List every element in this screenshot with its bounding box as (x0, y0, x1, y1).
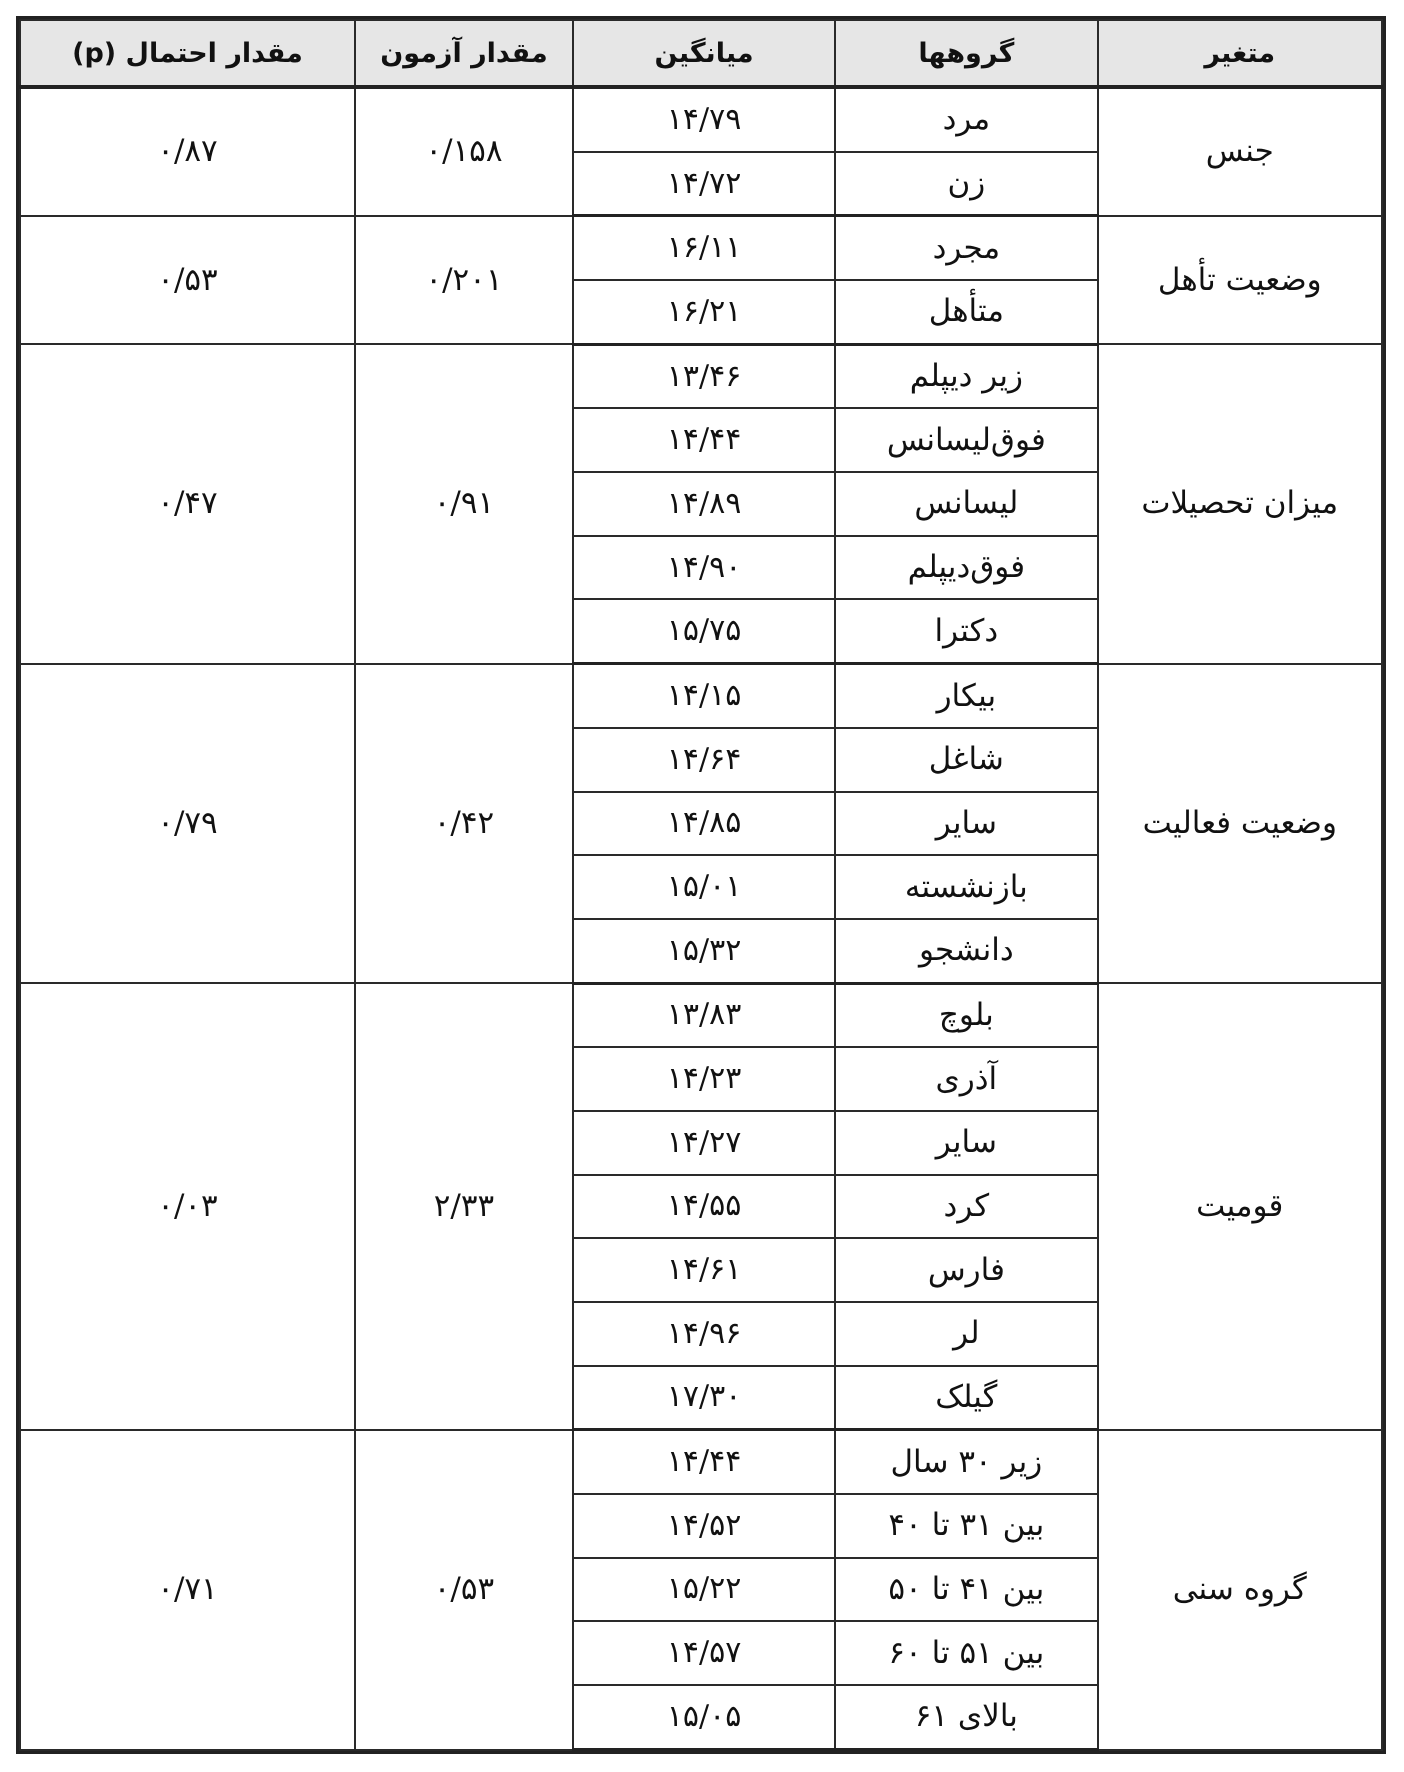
p-value-cell: ۰/۸۷ (20, 87, 355, 216)
test-value-cell: ۲/۳۳ (355, 983, 573, 1430)
mean-cell: ۱۴/۴۴ (573, 408, 835, 472)
p-value-cell: ۰/۵۳ (20, 216, 355, 344)
variable-cell: وضعیت فعالیت (1098, 664, 1383, 983)
p-value-cell: ۰/۰۳ (20, 983, 355, 1430)
group-cell: گیلک (835, 1366, 1097, 1430)
group-cell: دانشجو (835, 919, 1097, 983)
group-cell: فوق‌لیسانس (835, 408, 1097, 472)
mean-cell: ۱۴/۱۵ (573, 664, 835, 728)
header-test-value: مقدار آزمون (355, 20, 573, 87)
group-cell: لیسانس (835, 472, 1097, 536)
mean-cell: ۱۴/۹۰ (573, 536, 835, 600)
group-cell: بین ۵۱ تا ۶۰ (835, 1621, 1097, 1685)
group-cell: بین ۳۱ تا ۴۰ (835, 1494, 1097, 1558)
mean-cell: ۱۴/۲۷ (573, 1111, 835, 1175)
group-cell: دکترا (835, 599, 1097, 663)
mean-cell: ۱۴/۲۳ (573, 1047, 835, 1111)
mean-cell: ۱۴/۵۵ (573, 1175, 835, 1239)
mean-cell: ۱۴/۵۲ (573, 1494, 835, 1558)
mean-cell: ۱۳/۴۶ (573, 344, 835, 408)
mean-cell: ۱۴/۹۶ (573, 1302, 835, 1366)
variable-cell: میزان تحصیلات (1098, 344, 1383, 663)
header-mean: میانگین (573, 20, 835, 87)
mean-cell: ۱۵/۰۱ (573, 855, 835, 919)
group-cell: بازنشسته (835, 855, 1097, 919)
group-cell: مرد (835, 87, 1097, 152)
mean-cell: ۱۵/۳۲ (573, 919, 835, 983)
mean-cell: ۱۴/۵۷ (573, 1621, 835, 1685)
test-value-cell: ۰/۹۱ (355, 344, 573, 663)
mean-cell: ۱۵/۰۵ (573, 1685, 835, 1750)
group-cell: بالای ۶۱ (835, 1685, 1097, 1750)
mean-cell: ۱۵/۲۲ (573, 1558, 835, 1622)
mean-cell: ۱۶/۱۱ (573, 216, 835, 280)
p-value-cell: ۰/۷۱ (20, 1430, 355, 1750)
group-cell: بین ۴۱ تا ۵۰ (835, 1558, 1097, 1622)
mean-cell: ۱۴/۸۵ (573, 792, 835, 856)
header-variable: متغیر (1098, 20, 1383, 87)
test-value-cell: ۰/۱۵۸ (355, 87, 573, 216)
variable-cell: قومیت (1098, 983, 1383, 1430)
mean-cell: ۱۴/۷۲ (573, 152, 835, 216)
group-cell: شاغل (835, 728, 1097, 792)
table-row (20, 87, 1382, 152)
group-cell: متأهل (835, 280, 1097, 344)
header-row (20, 20, 1382, 87)
p-value-cell: ۰/۴۷ (20, 344, 355, 663)
mean-cell: ۱۷/۳۰ (573, 1366, 835, 1430)
table-row (20, 664, 1382, 728)
table-row (20, 983, 1382, 1047)
group-cell: بیکار (835, 664, 1097, 728)
results-table-frame (16, 16, 1386, 1754)
variable-cell: جنس (1098, 87, 1383, 216)
header-groups: گروهها (835, 20, 1097, 87)
table-header (20, 20, 1382, 87)
anova-results-table (19, 19, 1383, 1751)
group-cell: فارس (835, 1238, 1097, 1302)
table-row (20, 1430, 1382, 1494)
group-cell: بلوچ (835, 983, 1097, 1047)
group-cell: آذری (835, 1047, 1097, 1111)
mean-cell: ۱۵/۷۵ (573, 599, 835, 663)
variable-cell: گروه سنی (1098, 1430, 1383, 1750)
table-row (20, 344, 1382, 408)
group-cell: مجرد (835, 216, 1097, 280)
test-value-cell: ۰/۲۰۱ (355, 216, 573, 344)
test-value-cell: ۰/۵۳ (355, 1430, 573, 1750)
mean-cell: ۱۴/۶۴ (573, 728, 835, 792)
table-body (20, 87, 1382, 1750)
mean-cell: ۱۳/۸۳ (573, 983, 835, 1047)
group-cell: زن (835, 152, 1097, 216)
group-cell: زیر ۳۰ سال (835, 1430, 1097, 1494)
mean-cell: ۱۴/۷۹ (573, 87, 835, 152)
group-cell: کرد (835, 1175, 1097, 1239)
mean-cell: ۱۴/۸۹ (573, 472, 835, 536)
test-value-cell: ۰/۴۲ (355, 664, 573, 983)
mean-cell: ۱۴/۴۴ (573, 1430, 835, 1494)
table-row (20, 216, 1382, 280)
header-p-value: مقدار احتمال (p) (20, 20, 355, 87)
group-cell: لر (835, 1302, 1097, 1366)
p-value-cell: ۰/۷۹ (20, 664, 355, 983)
group-cell: سایر (835, 1111, 1097, 1175)
group-cell: فوق‌دیپلم (835, 536, 1097, 600)
group-cell: زیر دیپلم (835, 344, 1097, 408)
mean-cell: ۱۶/۲۱ (573, 280, 835, 344)
mean-cell: ۱۴/۶۱ (573, 1238, 835, 1302)
variable-cell: وضعیت تأهل (1098, 216, 1383, 344)
group-cell: سایر (835, 792, 1097, 856)
